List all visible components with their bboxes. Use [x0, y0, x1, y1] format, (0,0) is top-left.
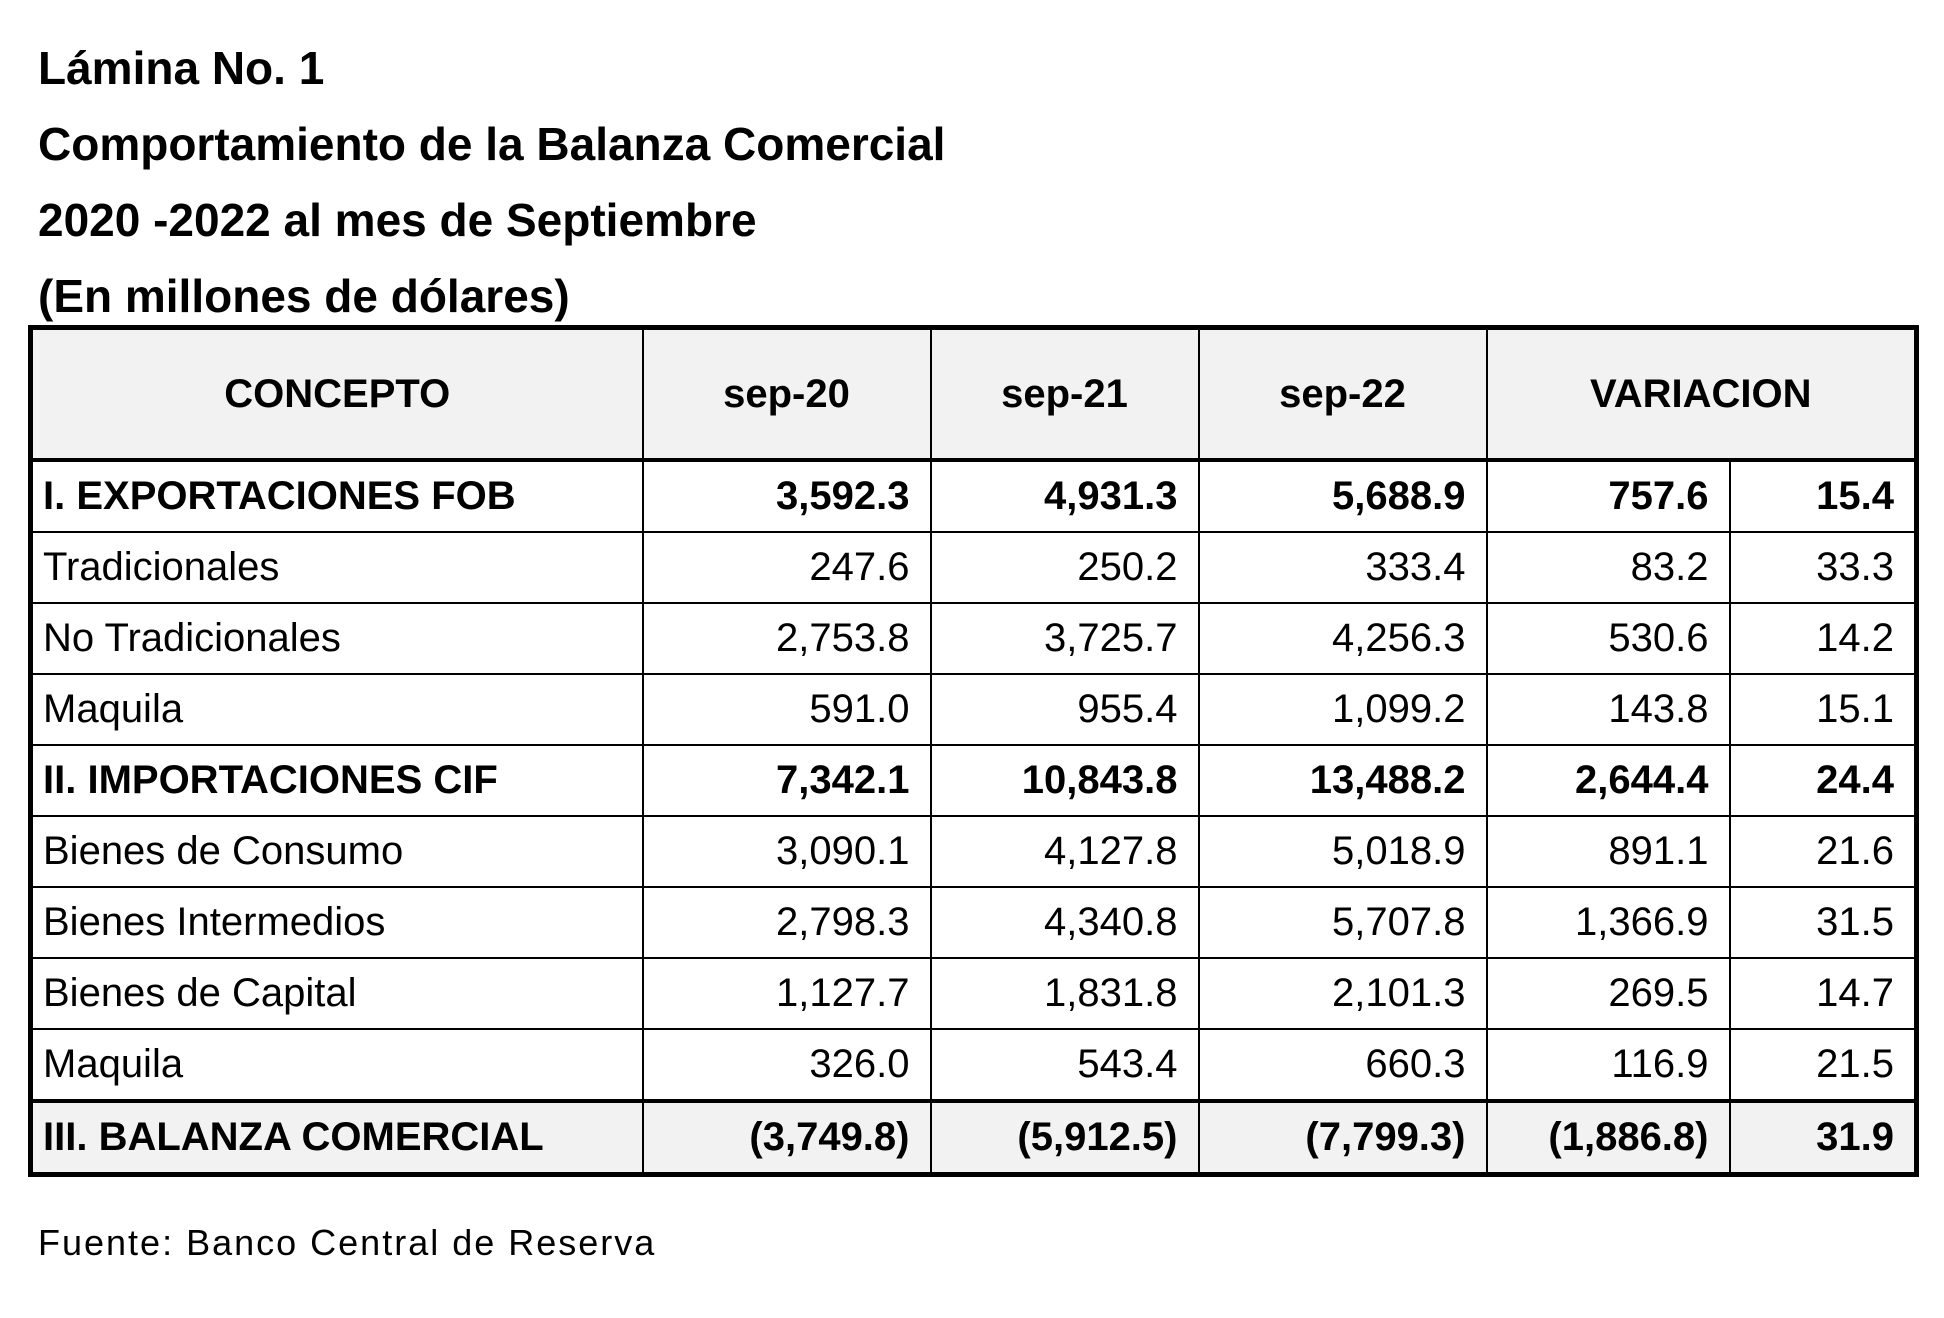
cell-variacion-pct: 24.4	[1730, 745, 1917, 816]
row-label: Bienes de Capital	[31, 958, 643, 1029]
cell-sep-22: 5,707.8	[1199, 887, 1487, 958]
row-label: Tradicionales	[31, 532, 643, 603]
cell-sep-20: 2,798.3	[643, 887, 931, 958]
period-subtitle: 2020 -2022 al mes de Septiembre	[38, 194, 757, 246]
header-variacion: VARIACION	[1487, 328, 1917, 461]
cell-variacion-abs: 757.6	[1487, 460, 1730, 532]
page-title: Lámina No. 1	[38, 42, 325, 94]
cell-variacion-pct: 21.5	[1730, 1029, 1917, 1101]
cell-variacion-pct: 15.1	[1730, 674, 1917, 745]
table-row	[31, 958, 1917, 1029]
cell-variacion-pct: 14.7	[1730, 958, 1917, 1029]
table-row	[31, 603, 1917, 674]
cell-sep-20: 1,127.7	[643, 958, 931, 1029]
row-label: II. IMPORTACIONES CIF	[31, 745, 643, 816]
cell-sep-22: 5,688.9	[1199, 460, 1487, 532]
header-sep-20: sep-20	[643, 328, 931, 461]
cell-variacion-abs: 83.2	[1487, 532, 1730, 603]
table-header-row	[31, 328, 1917, 461]
title-block	[38, 30, 945, 334]
total-row	[31, 1101, 1917, 1175]
table-row	[31, 460, 1917, 532]
cell-sep-21: (5,912.5)	[931, 1101, 1199, 1175]
row-label: Maquila	[31, 1029, 643, 1101]
cell-sep-21: 3,725.7	[931, 603, 1199, 674]
cell-variacion-pct: 31.9	[1730, 1101, 1917, 1175]
table-row	[31, 745, 1917, 816]
cell-sep-22: 13,488.2	[1199, 745, 1487, 816]
cell-sep-20: 3,090.1	[643, 816, 931, 887]
cell-sep-22: 1,099.2	[1199, 674, 1487, 745]
cell-sep-20: 326.0	[643, 1029, 931, 1101]
cell-variacion-abs: 891.1	[1487, 816, 1730, 887]
cell-sep-22: (7,799.3)	[1199, 1101, 1487, 1175]
table-row	[31, 816, 1917, 887]
cell-sep-22: 333.4	[1199, 532, 1487, 603]
cell-sep-21: 1,831.8	[931, 958, 1199, 1029]
row-label: I. EXPORTACIONES FOB	[31, 460, 643, 532]
cell-sep-21: 4,931.3	[931, 460, 1199, 532]
cell-sep-21: 250.2	[931, 532, 1199, 603]
table-row	[31, 887, 1917, 958]
cell-sep-21: 10,843.8	[931, 745, 1199, 816]
row-label: Bienes de Consumo	[31, 816, 643, 887]
header-sep-21: sep-21	[931, 328, 1199, 461]
cell-sep-22: 2,101.3	[1199, 958, 1487, 1029]
cell-variacion-abs: (1,886.8)	[1487, 1101, 1730, 1175]
cell-sep-20: 2,753.8	[643, 603, 931, 674]
table-row	[31, 1029, 1917, 1101]
cell-sep-20: 3,592.3	[643, 460, 931, 532]
cell-variacion-abs: 1,366.9	[1487, 887, 1730, 958]
cell-variacion-abs: 2,644.4	[1487, 745, 1730, 816]
cell-sep-20: 591.0	[643, 674, 931, 745]
cell-sep-21: 4,340.8	[931, 887, 1199, 958]
table-row	[31, 674, 1917, 745]
source-note: Fuente: Banco Central de Reserva	[38, 1222, 657, 1263]
trade-balance-table	[28, 325, 1919, 1177]
row-label: III. BALANZA COMERCIAL	[31, 1101, 643, 1175]
cell-variacion-pct: 15.4	[1730, 460, 1917, 532]
cell-sep-21: 955.4	[931, 674, 1199, 745]
cell-sep-21: 4,127.8	[931, 816, 1199, 887]
cell-sep-20: 7,342.1	[643, 745, 931, 816]
row-label: Maquila	[31, 674, 643, 745]
cell-variacion-pct: 14.2	[1730, 603, 1917, 674]
cell-variacion-abs: 116.9	[1487, 1029, 1730, 1101]
page-subtitle: Comportamiento de la Balanza Comercial	[38, 118, 946, 170]
cell-variacion-pct: 21.6	[1730, 816, 1917, 887]
table-row	[31, 532, 1917, 603]
cell-sep-22: 4,256.3	[1199, 603, 1487, 674]
cell-sep-20: 247.6	[643, 532, 931, 603]
cell-variacion-pct: 31.5	[1730, 887, 1917, 958]
cell-sep-20: (3,749.8)	[643, 1101, 931, 1175]
cell-variacion-abs: 269.5	[1487, 958, 1730, 1029]
row-label: Bienes Intermedios	[31, 887, 643, 958]
header-sep-22: sep-22	[1199, 328, 1487, 461]
cell-variacion-abs: 530.6	[1487, 603, 1730, 674]
row-label: No Tradicionales	[31, 603, 643, 674]
units-subtitle: (En millones de dólares)	[38, 270, 570, 322]
cell-variacion-abs: 143.8	[1487, 674, 1730, 745]
header-concepto: CONCEPTO	[31, 328, 643, 461]
cell-sep-21: 543.4	[931, 1029, 1199, 1101]
cell-sep-22: 660.3	[1199, 1029, 1487, 1101]
cell-sep-22: 5,018.9	[1199, 816, 1487, 887]
cell-variacion-pct: 33.3	[1730, 532, 1917, 603]
